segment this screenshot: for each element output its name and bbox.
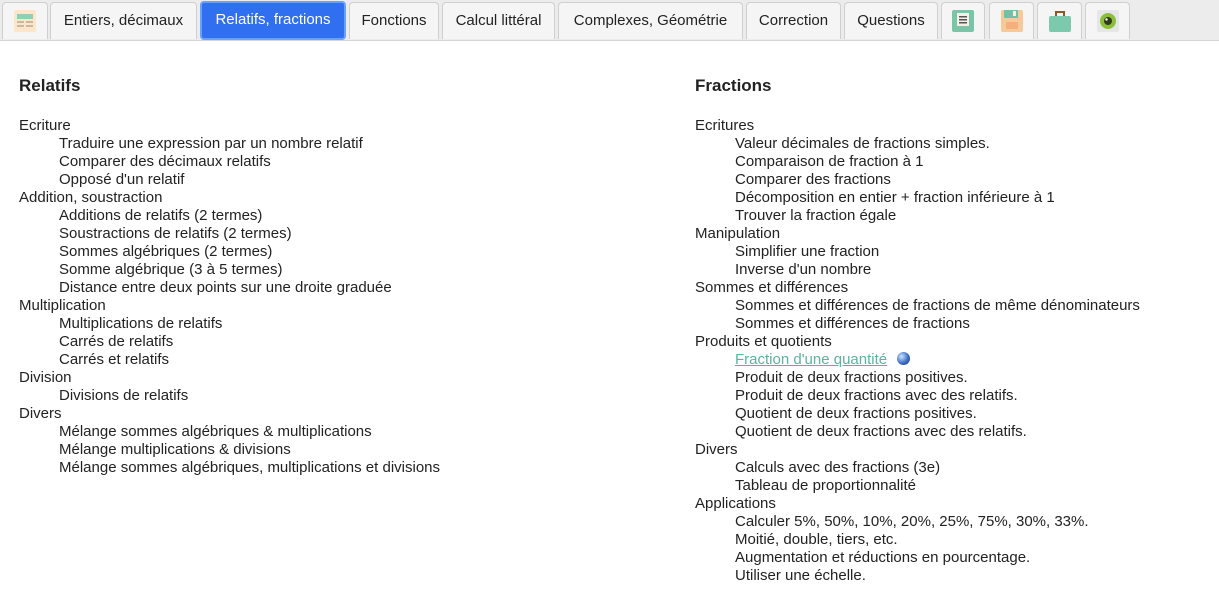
category-label: Divers (695, 441, 738, 458)
exercise-link[interactable]: Fraction d'une quantité (735, 351, 888, 368)
exercise-item[interactable] (19, 153, 440, 171)
exercise-label: Tableau de proportionnalité (735, 477, 916, 494)
category-label: Addition, soustraction (19, 189, 163, 206)
exercise-label: Mélange sommes algébriques, multiplications et divisions (59, 459, 441, 476)
tab-bar (0, 0, 1219, 41)
exercise-item[interactable] (19, 315, 440, 333)
exercise-item[interactable] (695, 153, 1140, 171)
category-group (19, 189, 440, 297)
exercise-label: Valeur décimales de fractions simples. (735, 135, 990, 152)
section-title: Fractions (695, 76, 772, 95)
exercise-item[interactable] (19, 171, 440, 189)
tab-correction[interactable]: Correction (746, 2, 841, 39)
exercise-label: Mélange sommes algébriques & multiplications (59, 423, 372, 440)
tab-complexes-geometrie[interactable]: Complexes, Géométrie (558, 2, 743, 39)
tab-entiers-decimaux[interactable]: Entiers, décimaux (50, 2, 197, 39)
category-group (695, 333, 1140, 441)
category-group (695, 117, 1140, 225)
category-group (19, 405, 440, 477)
exercise-item[interactable] (19, 387, 440, 405)
exercise-label: Inverse d'un nombre (735, 261, 872, 278)
exercise-label: Calculer 5%, 50%, 10%, 20%, 25%, 75%, 30%, 33%. (735, 513, 1089, 530)
tab-eye[interactable] (1085, 2, 1130, 39)
exercise-label: Quotient de deux fractions positives. (735, 405, 977, 422)
exercise-item[interactable] (19, 441, 440, 459)
category-label: Produits et quotients (695, 333, 832, 350)
exercise-label: Somme algébrique (3 à 5 termes) (59, 261, 283, 278)
exercise-label: Décomposition en entier + fraction inférieure à 1 (735, 189, 1055, 206)
exercise-label: Augmentation et réductions en pourcentage. (735, 549, 1031, 566)
globe-icon[interactable] (897, 352, 910, 365)
exercise-item[interactable] (19, 135, 440, 153)
eye-icon (1096, 9, 1120, 33)
exercise-label: Comparer des fractions (735, 171, 891, 188)
exercise-item[interactable] (695, 207, 1140, 225)
exercise-item[interactable] (695, 135, 1140, 153)
exercise-item[interactable] (19, 351, 440, 369)
exercise-item[interactable] (695, 549, 1140, 567)
exercise-item[interactable] (19, 207, 440, 225)
exercise-item[interactable] (695, 351, 1140, 369)
exercise-item[interactable] (695, 315, 1140, 333)
category-group (19, 297, 440, 369)
category-label: Ecriture (19, 117, 71, 134)
exercise-label: Distance entre deux points sur une droite graduée (59, 279, 392, 296)
exercise-label: Trouver la fraction égale (735, 207, 897, 224)
category-label: Division (19, 369, 72, 386)
category-label: Divers (19, 405, 62, 422)
category-label: Sommes et différences (695, 279, 849, 296)
exercise-item[interactable] (19, 333, 440, 351)
category-group (19, 369, 440, 405)
layout-icon (13, 9, 37, 33)
category-group (695, 225, 1140, 279)
exercise-label: Divisions de relatifs (59, 387, 189, 404)
exercise-item[interactable] (695, 387, 1140, 405)
section-title: Relatifs (19, 76, 81, 95)
exercise-label: Simplifier une fraction (735, 243, 880, 260)
tab-save[interactable] (989, 2, 1034, 39)
exercise-item[interactable] (695, 189, 1140, 207)
exercise-item[interactable] (695, 531, 1140, 549)
exercise-label: Sommes et différences de fractions (735, 315, 970, 332)
tab-document[interactable] (941, 2, 985, 39)
exercise-item[interactable] (695, 423, 1140, 441)
exercise-item[interactable] (695, 567, 1140, 585)
exercise-label: Produit de deux fractions avec des relatifs. (735, 387, 1018, 404)
exercise-label: Carrés de relatifs (59, 333, 174, 350)
exercise-label: Opposé d'un relatif (59, 171, 185, 188)
tab-bag[interactable] (1037, 2, 1082, 39)
exercise-label: Quotient de deux fractions avec des relatifs. (735, 423, 1027, 440)
fractions-column (695, 76, 1140, 585)
exercise-label: Moitié, double, tiers, etc. (735, 531, 898, 548)
tab-home[interactable] (2, 2, 48, 39)
exercise-item[interactable] (695, 369, 1140, 387)
tab-relatifs-fractions[interactable]: Relatifs, fractions (200, 1, 346, 40)
exercise-item[interactable] (695, 477, 1140, 495)
exercise-item[interactable] (695, 405, 1140, 423)
exercise-item[interactable] (695, 243, 1140, 261)
tab-calcul-litteral[interactable]: Calcul littéral (442, 2, 555, 39)
exercise-item[interactable] (695, 297, 1140, 315)
exercise-label: Soustractions de relatifs (2 termes) (59, 225, 292, 242)
exercise-label: Mélange multiplications & divisions (59, 441, 291, 458)
exercise-label: Sommes et différences de fractions de même dénominateurs (735, 297, 1140, 314)
save-icon (1000, 9, 1024, 33)
exercise-label: Multiplications de relatifs (59, 315, 223, 332)
category-group (695, 441, 1140, 495)
tab-questions[interactable]: Questions (844, 2, 938, 39)
document-icon (951, 9, 975, 33)
exercise-label: Comparaison de fraction à 1 (735, 153, 924, 170)
relatifs-column (19, 76, 440, 477)
exercise-item[interactable] (19, 423, 440, 441)
exercise-label: Utiliser une échelle. (735, 567, 866, 584)
category-group (695, 495, 1140, 585)
exercise-label: Calculs avec des fractions (3e) (735, 459, 941, 476)
exercise-item[interactable] (695, 171, 1140, 189)
exercise-item[interactable] (695, 459, 1140, 477)
exercise-item[interactable] (19, 225, 440, 243)
exercise-label: Carrés et relatifs (59, 351, 170, 368)
category-label: Applications (695, 495, 776, 512)
exercise-label: Comparer des décimaux relatifs (59, 153, 271, 170)
category-group (19, 117, 440, 189)
exercise-item[interactable] (19, 261, 440, 279)
exercise-item[interactable] (695, 261, 1140, 279)
exercise-item[interactable] (19, 243, 440, 261)
exercise-label: Traduire une expression par un nombre relatif (59, 135, 363, 152)
tab-fonctions[interactable]: Fonctions (349, 2, 439, 39)
category-label: Multiplication (19, 297, 106, 314)
exercise-item[interactable] (19, 279, 440, 297)
category-label: Manipulation (695, 225, 781, 242)
category-group (695, 279, 1140, 333)
category-label: Ecritures (695, 117, 755, 134)
exercise-label: Sommes algébriques (2 termes) (59, 243, 273, 260)
exercise-label: Produit de deux fractions positives. (735, 369, 968, 386)
exercise-item[interactable] (695, 513, 1140, 531)
bag-icon (1048, 9, 1072, 33)
exercise-label: Additions de relatifs (2 termes) (59, 207, 263, 224)
exercise-item[interactable] (19, 459, 440, 477)
